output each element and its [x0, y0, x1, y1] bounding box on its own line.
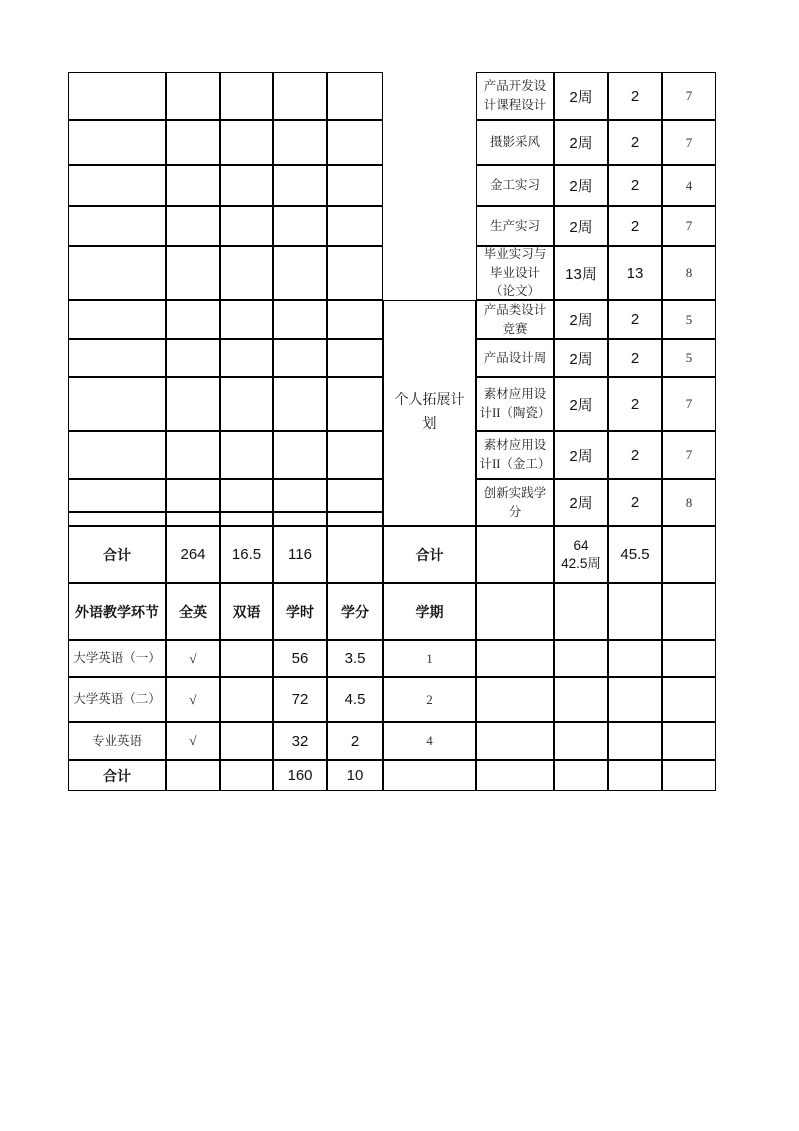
- empty-cell: [166, 206, 220, 246]
- empty-cell: [273, 206, 327, 246]
- empty-cell: [554, 760, 608, 791]
- credits-cell: 3.5: [327, 640, 383, 677]
- empty-cell: [68, 300, 166, 339]
- empty-cell: [220, 722, 273, 760]
- empty-cell: [273, 120, 327, 165]
- empty-cell: [327, 72, 383, 120]
- credits-cell: 4.5: [327, 677, 383, 722]
- totals-practice-hours-cell: 116: [273, 526, 327, 583]
- weeks-cell: 2周: [554, 300, 608, 339]
- totals-credits-cell: 16.5: [220, 526, 273, 583]
- empty-cell: [220, 431, 273, 479]
- empty-cell: [166, 512, 220, 526]
- semester-cell: 7: [662, 377, 716, 431]
- weeks-cell: 2周: [554, 72, 608, 120]
- empty-cell: [327, 165, 383, 206]
- credits-cell: 2: [608, 165, 662, 206]
- header-hours-cell: 学时: [273, 583, 327, 640]
- course-name-cell: 产品设计周: [476, 339, 554, 377]
- empty-cell: [662, 640, 716, 677]
- credits-cell: 2: [608, 431, 662, 479]
- course-name-cell: 产品类设计竞赛: [476, 300, 554, 339]
- totals-hours-cell: 264: [166, 526, 220, 583]
- curriculum-table: [68, 72, 716, 791]
- semester-cell: 1: [383, 640, 476, 677]
- empty-cell: [662, 677, 716, 722]
- empty-cell: [327, 206, 383, 246]
- empty-cell: [273, 246, 327, 300]
- credits-cell: 2: [608, 377, 662, 431]
- totals-credits-right-cell: 45.5: [608, 526, 662, 583]
- course-name-cell: 创新实践学分: [476, 479, 554, 526]
- empty-cell: [273, 300, 327, 339]
- semester-cell: 7: [662, 431, 716, 479]
- course-name-cell: 摄影采风: [476, 120, 554, 165]
- semester-cell: 7: [662, 120, 716, 165]
- empty-cell: [220, 120, 273, 165]
- weeks-cell: 2周: [554, 165, 608, 206]
- weeks-cell: 2周: [554, 431, 608, 479]
- empty-cell: [327, 246, 383, 300]
- weeks-cell: 2周: [554, 206, 608, 246]
- weeks-cell: 13周: [554, 246, 608, 300]
- empty-cell: [68, 165, 166, 206]
- empty-cell: [608, 640, 662, 677]
- empty-cell: [220, 165, 273, 206]
- empty-cell: [327, 300, 383, 339]
- empty-cell: [273, 339, 327, 377]
- empty-cell: [476, 722, 554, 760]
- course-name-cell: 生产实习: [476, 206, 554, 246]
- course-name-cell: 素材应用设计II（陶瓷）: [476, 377, 554, 431]
- empty-cell: [327, 512, 383, 526]
- course-name-cell: 大学英语（二）: [68, 677, 166, 722]
- empty-cell: [554, 722, 608, 760]
- totals-label-cell: 合计: [68, 760, 166, 791]
- empty-cell: [68, 246, 166, 300]
- empty-cell: [662, 760, 716, 791]
- empty-cell: [220, 377, 273, 431]
- empty-cell: [68, 377, 166, 431]
- course-name-cell: 大学英语（一）: [68, 640, 166, 677]
- credits-cell: 2: [608, 300, 662, 339]
- empty-cell: [166, 377, 220, 431]
- empty-cell: [166, 72, 220, 120]
- empty-cell: [220, 677, 273, 722]
- empty-cell: [273, 479, 327, 512]
- credits-cell: 2: [327, 722, 383, 760]
- empty-cell: [608, 760, 662, 791]
- empty-cell: [554, 583, 608, 640]
- semester-cell: 8: [662, 246, 716, 300]
- credits-cell: 13: [608, 246, 662, 300]
- header-semester-cell: 学期: [383, 583, 476, 640]
- weeks-cell: 2周: [554, 377, 608, 431]
- course-name-cell: 产品开发设计课程设计: [476, 72, 554, 120]
- empty-cell: [220, 206, 273, 246]
- empty-cell: [608, 722, 662, 760]
- credits-cell: 2: [608, 479, 662, 526]
- totals-label-cell: 合计: [383, 526, 476, 583]
- empty-cell: [476, 526, 554, 583]
- empty-cell: [273, 72, 327, 120]
- checkmark-cell: √: [166, 677, 220, 722]
- empty-cell: [327, 479, 383, 512]
- empty-cell: [383, 760, 476, 791]
- header-bilingual-cell: 双语: [220, 583, 273, 640]
- empty-cell: [327, 339, 383, 377]
- checkmark-cell: √: [166, 722, 220, 760]
- empty-cell: [166, 431, 220, 479]
- empty-cell: [220, 760, 273, 791]
- credits-cell: 2: [608, 120, 662, 165]
- totals-weeks-line2: 42.5周: [561, 555, 601, 571]
- empty-cell: [220, 512, 273, 526]
- empty-cell: [476, 583, 554, 640]
- header-credits-cell: 学分: [327, 583, 383, 640]
- semester-cell: 2: [383, 677, 476, 722]
- weeks-cell: 2周: [554, 120, 608, 165]
- foreign-lang-title-cell: 外语教学环节: [68, 583, 166, 640]
- checkmark-cell: √: [166, 640, 220, 677]
- empty-cell: [327, 377, 383, 431]
- empty-cell: [166, 760, 220, 791]
- empty-cell: [273, 431, 327, 479]
- empty-cell: [220, 479, 273, 512]
- totals-weeks-cell: [554, 526, 608, 583]
- semester-cell: 4: [383, 722, 476, 760]
- semester-cell: 8: [662, 479, 716, 526]
- empty-cell: [662, 526, 716, 583]
- personal-development-category-cell: 个人拓展计划: [383, 300, 476, 526]
- empty-cell: [68, 120, 166, 165]
- semester-cell: 7: [662, 206, 716, 246]
- empty-cell: [68, 479, 166, 512]
- empty-cell: [220, 300, 273, 339]
- semester-cell: 7: [662, 72, 716, 120]
- empty-cell: [327, 120, 383, 165]
- empty-cell: [68, 72, 166, 120]
- empty-cell: [68, 206, 166, 246]
- empty-cell: [273, 512, 327, 526]
- empty-cell: [476, 677, 554, 722]
- empty-cell: [220, 72, 273, 120]
- empty-cell: [608, 677, 662, 722]
- empty-cell: [554, 677, 608, 722]
- semester-cell: 5: [662, 300, 716, 339]
- empty-cell: [662, 583, 716, 640]
- empty-cell: [166, 339, 220, 377]
- semester-cell: 5: [662, 339, 716, 377]
- empty-cell: [220, 246, 273, 300]
- empty-cell: [273, 377, 327, 431]
- credits-cell: 2: [608, 206, 662, 246]
- weeks-cell: 2周: [554, 479, 608, 526]
- empty-cell: [166, 479, 220, 512]
- empty-cell: [68, 339, 166, 377]
- empty-cell: [327, 431, 383, 479]
- empty-cell: [68, 512, 166, 526]
- empty-cell: [68, 431, 166, 479]
- course-name-cell: 专业英语: [68, 722, 166, 760]
- empty-cell: [166, 120, 220, 165]
- empty-cell: [166, 300, 220, 339]
- semester-cell: 4: [662, 165, 716, 206]
- totals-credits-cell: 10: [327, 760, 383, 791]
- totals-weeks-line1: 64: [573, 537, 589, 553]
- course-name-cell: 素材应用设计II（金工）: [476, 431, 554, 479]
- credits-cell: 2: [608, 72, 662, 120]
- empty-cell: [220, 339, 273, 377]
- empty-cell: [327, 526, 383, 583]
- empty-cell: [166, 246, 220, 300]
- hours-cell: 72: [273, 677, 327, 722]
- weeks-cell: 2周: [554, 339, 608, 377]
- empty-cell: [220, 640, 273, 677]
- course-name-cell: 金工实习: [476, 165, 554, 206]
- empty-cell: [273, 165, 327, 206]
- empty-cell: [476, 640, 554, 677]
- totals-label-cell: 合计: [68, 526, 166, 583]
- hours-cell: 56: [273, 640, 327, 677]
- totals-hours-cell: 160: [273, 760, 327, 791]
- empty-cell: [662, 722, 716, 760]
- hours-cell: 32: [273, 722, 327, 760]
- empty-cell: [554, 640, 608, 677]
- empty-cell: [608, 583, 662, 640]
- course-name-cell: 毕业实习与毕业设计（论文）: [476, 246, 554, 300]
- empty-cell: [476, 760, 554, 791]
- empty-cell: [166, 165, 220, 206]
- header-full-english-cell: 全英: [166, 583, 220, 640]
- credits-cell: 2: [608, 339, 662, 377]
